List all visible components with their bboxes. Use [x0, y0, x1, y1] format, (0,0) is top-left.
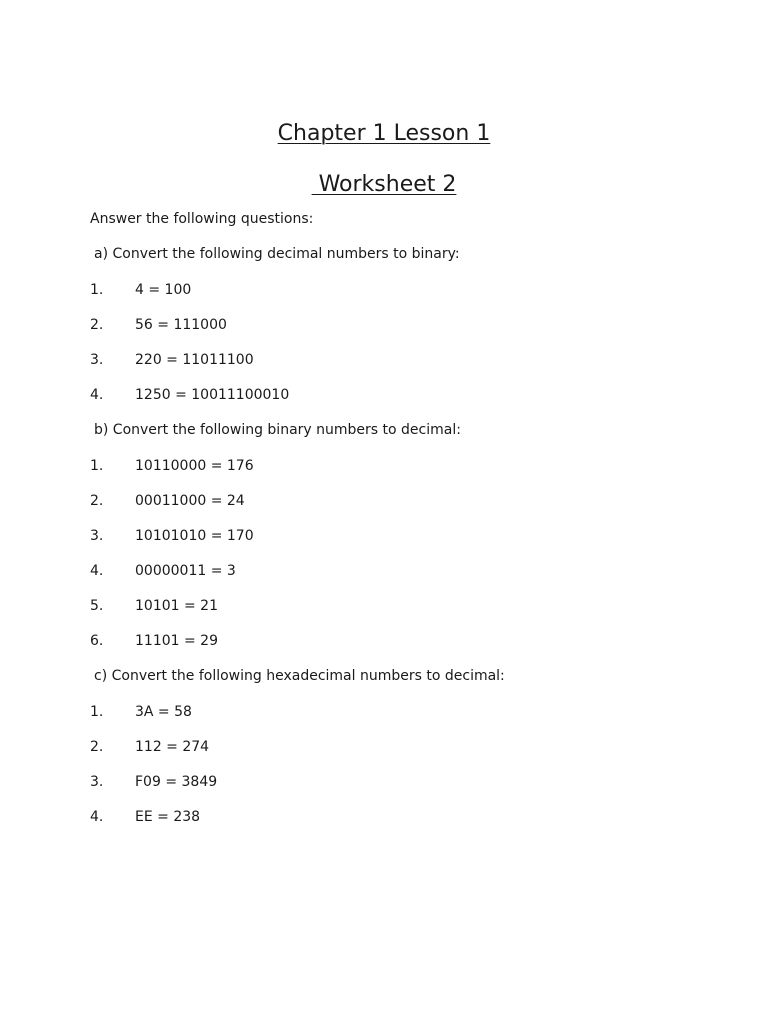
instructions-text: Answer the following questions: — [90, 211, 314, 227]
item-number: 4. — [90, 563, 104, 579]
item-number: 2. — [90, 493, 104, 509]
item-number: 2. — [90, 739, 104, 755]
item-text: EE = 238 — [135, 809, 201, 825]
section-c-heading: c) Convert the following hexadecimal numbers to decimal: — [94, 668, 505, 684]
item-text: 00011000 = 24 — [135, 493, 245, 509]
item-text: 4 = 100 — [135, 282, 192, 298]
item-number: 1. — [90, 282, 104, 298]
item-number: 1. — [90, 704, 104, 720]
item-text: 11101 = 29 — [135, 633, 218, 649]
item-number: 6. — [90, 633, 104, 649]
item-text: F09 = 3849 — [135, 774, 218, 790]
list-item — [90, 809, 201, 866]
item-number: 2. — [90, 317, 104, 333]
item-number: 3. — [90, 352, 104, 368]
item-text: 220 = 11011100 — [135, 352, 254, 368]
item-number: 5. — [90, 598, 104, 614]
item-text: 1250 = 10011100010 — [135, 387, 290, 403]
item-number: 4. — [90, 809, 104, 825]
section-b-heading: b) Convert the following binary numbers to decimal: — [94, 422, 461, 438]
section-a-heading: a) Convert the following decimal numbers to binary: — [94, 246, 460, 262]
item-text: 112 = 274 — [135, 739, 210, 755]
item-text: 10110000 = 176 — [135, 458, 254, 474]
item-text: 10101010 = 170 — [135, 528, 254, 544]
page-subtitle: Worksheet 2 — [311, 172, 457, 197]
item-number: 4. — [90, 387, 104, 403]
item-text: 10101 = 21 — [135, 598, 218, 614]
item-text: 3A = 58 — [135, 704, 192, 720]
page-title: Chapter 1 Lesson 1 — [277, 121, 491, 146]
item-number: 3. — [90, 774, 104, 790]
item-text: 56 = 111000 — [135, 317, 227, 333]
item-number: 3. — [90, 528, 104, 544]
item-text: 00000011 = 3 — [135, 563, 236, 579]
item-number: 1. — [90, 458, 104, 474]
